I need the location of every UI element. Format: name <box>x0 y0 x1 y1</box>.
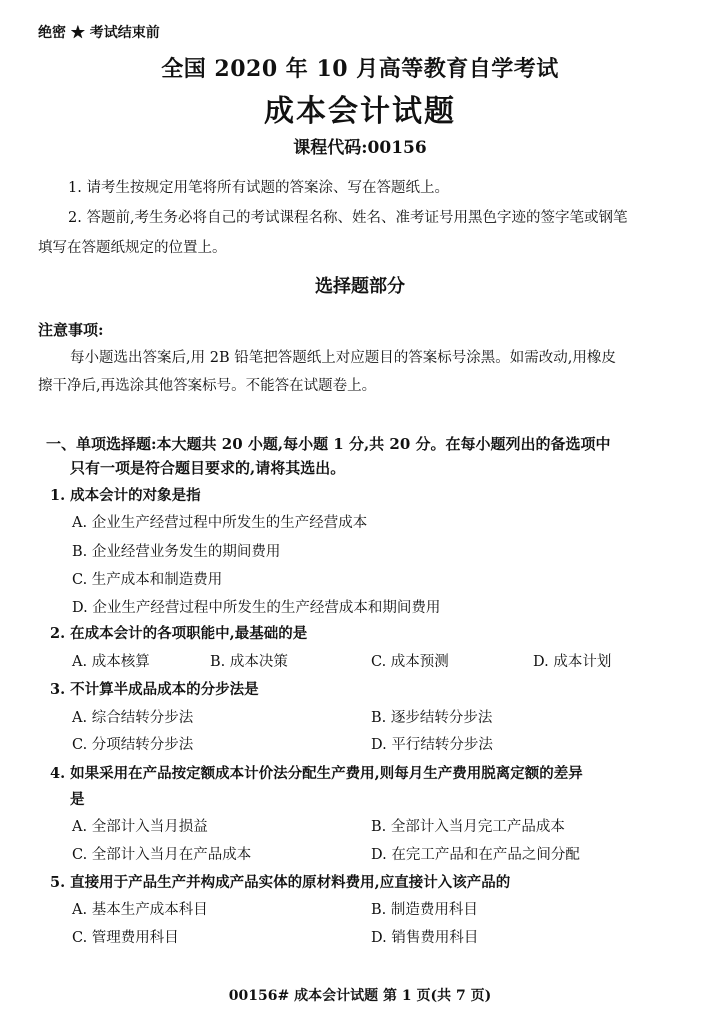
question-4-stem-line2: 是 <box>70 791 85 808</box>
question-2-option-d: D. 成本计划 <box>533 654 612 670</box>
instruction-2-line2: 填写在答题纸规定的位置上。 <box>38 240 227 256</box>
question-3-option-a: A. 综合结转分步法 <box>72 710 194 726</box>
question-5-option-d: D. 销售费用科目 <box>371 930 479 946</box>
question-3-option-c: C. 分项结转分步法 <box>72 737 194 753</box>
instruction-1: 1. 请考生按规定用笔将所有试题的答案涂、写在答题纸上。 <box>68 180 449 196</box>
notice-line-1: 每小题选出答案后,用 2B 铅笔把答题纸上对应题目的答案标号涂黑。如需改动,用橡皮 <box>70 350 616 366</box>
instruction-2-line1: 2. 答题前,考生务必将自己的考试课程名称、姓名、准考证号用黑色字迹的签字笔或钢笔 <box>68 210 628 226</box>
question-3-option-d: D. 平行结转分步法 <box>371 737 493 753</box>
question-1-option-c: C. 生产成本和制造费用 <box>72 572 223 588</box>
question-1-option-a: A. 企业生产经营过程中所发生的生产经营成本 <box>72 515 368 531</box>
question-4-option-c: C. 全部计入当月在产品成本 <box>72 847 252 863</box>
section-title: 选择题部分 <box>315 276 405 297</box>
question-4-stem-line1: 4. 如果采用在产品按定额成本计价法分配生产费用,则每月生产费用脱离定额的差异 <box>50 765 583 782</box>
question-4-option-a: A. 全部计入当月损益 <box>72 819 208 835</box>
part1-heading-line2: 只有一项是符合题目要求的,请将其选出。 <box>70 459 346 477</box>
part1-heading-line1: 一、单项选择题:本大题共 20 小题,每小题 1 分,共 20 分。在每小题列出的备选项中 <box>46 435 611 453</box>
question-2-option-b: B. 成本决策 <box>210 654 288 670</box>
question-2-option-a: A. 成本核算 <box>72 654 150 670</box>
question-1-stem: 1. 成本会计的对象是指 <box>50 487 201 504</box>
question-5-option-a: A. 基本生产成本科目 <box>72 902 208 918</box>
confidential-label: 绝密 ★ 考试结束前 <box>38 25 160 41</box>
notice-label: 注意事项: <box>38 321 104 339</box>
exam-title: 全国 2020 年 10 月高等教育自学考试 <box>161 56 559 82</box>
question-1-option-d: D. 企业生产经营过程中所发生的生产经营成本和期间费用 <box>72 600 441 616</box>
question-5-option-b: B. 制造费用科目 <box>371 902 478 918</box>
question-5-option-c: C. 管理费用科目 <box>72 930 179 946</box>
notice-line-2: 擦干净后,再选涂其他答案标号。不能答在试题卷上。 <box>38 378 377 394</box>
subject-title: 成本会计试题 <box>264 94 456 129</box>
question-1-option-b: B. 企业经营业务发生的期间费用 <box>72 544 281 560</box>
question-5-stem: 5. 直接用于产品生产并构成产品实体的原材料费用,应直接计入该产品的 <box>50 874 511 891</box>
question-4-option-d: D. 在完工产品和在产品之间分配 <box>371 847 580 863</box>
page-footer: 00156# 成本会计试题 第 1 页(共 7 页) <box>228 988 492 1004</box>
question-2-stem: 2. 在成本会计的各项职能中,最基础的是 <box>50 625 308 642</box>
question-4-option-b: B. 全部计入当月完工产品成本 <box>371 819 565 835</box>
question-3-option-b: B. 逐步结转分步法 <box>371 710 493 726</box>
question-2-option-c: C. 成本预测 <box>371 654 449 670</box>
question-3-stem: 3. 不计算半成品成本的分步法是 <box>50 681 259 698</box>
course-code: 课程代码:00156 <box>293 138 427 158</box>
